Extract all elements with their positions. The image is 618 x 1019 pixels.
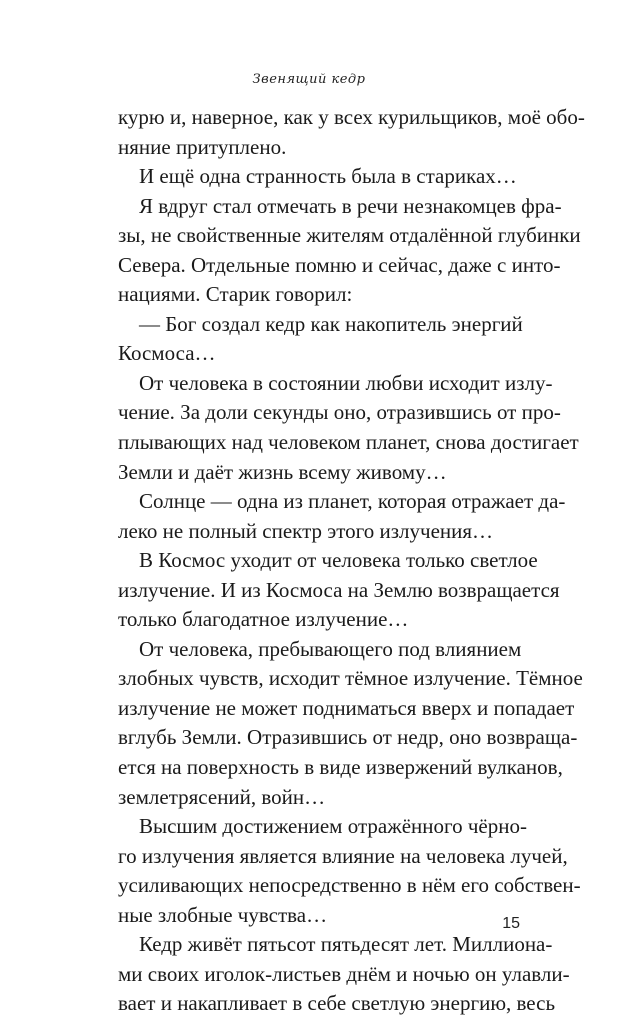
text-line: вглубь Земли. Отразившись от недр, оно возвраща- [118, 725, 578, 750]
running-title: Звенящий кедр [252, 72, 366, 87]
text-line: Севера. Отдельные помню и сейчас, даже с инто- [118, 252, 561, 277]
page-number: 15 [502, 915, 520, 932]
text-line: От человека, пребывающего под влиянием [139, 636, 522, 661]
text-line: только благодатное излучение… [118, 607, 409, 632]
text-line: — Бог создал кедр как накопитель энергий [139, 311, 523, 336]
text-line: зы, не свойственные жителям отдалённой глубинки [118, 223, 581, 248]
text-line: И ещё одна странность была в стариках… [139, 164, 517, 189]
body-text [118, 103, 585, 1019]
text-line: излучение не может подниматься вверх и попадает [118, 695, 575, 720]
text-line: ется на поверхность в виде извержений вулканов, [118, 755, 563, 780]
text-line: От человека в состоянии любви исходит излу- [139, 370, 553, 395]
text-line: плывающих над человеком планет, снова достигает [118, 430, 579, 455]
text-line: Я вдруг стал отмечать в речи незнакомцев фра- [139, 193, 562, 218]
text-line: Солнце — одна из планет, которая отражает да- [139, 489, 566, 514]
text-line: чение. За доли секунды оно, отразившись от про- [118, 400, 561, 425]
text-line: леко не полный спектр этого излучения… [118, 518, 494, 543]
text-line: ми своих иголок-листьев днём и ночью он улавли- [118, 961, 570, 986]
text-line: злобных чувств, исходит тёмное излучение. Тёмное [118, 666, 583, 691]
text-line: вает и накапливает в себе светлую энергию, весь [118, 991, 556, 1016]
text-line: курю и, наверное, как у всех курильщиков, моё обо- [118, 105, 585, 129]
text-line: Высшим достижением отражённого чёрно- [139, 814, 527, 839]
text-line: усиливающих непосредственно в нём его собствен- [118, 873, 581, 898]
text-line: ные злобные чувства… [118, 902, 328, 927]
text-line: излучение. И из Космоса на Землю возвращается [118, 577, 560, 602]
text-line: Земли и даёт жизнь всему живому… [118, 459, 447, 484]
text-line: няние притуплено. [118, 134, 287, 159]
text-line: землетрясений, войн… [118, 784, 326, 809]
text-line: нациями. Старик говорил: [118, 282, 353, 307]
text-line: Кедр живёт пятьсот пятьдесят лет. Миллиона- [139, 932, 553, 957]
text-line: го излучения является влияние на человека лучей, [118, 843, 568, 868]
text-line: В Космос уходит от человека только светлое [139, 548, 538, 573]
text-line: Космоса… [118, 341, 216, 366]
